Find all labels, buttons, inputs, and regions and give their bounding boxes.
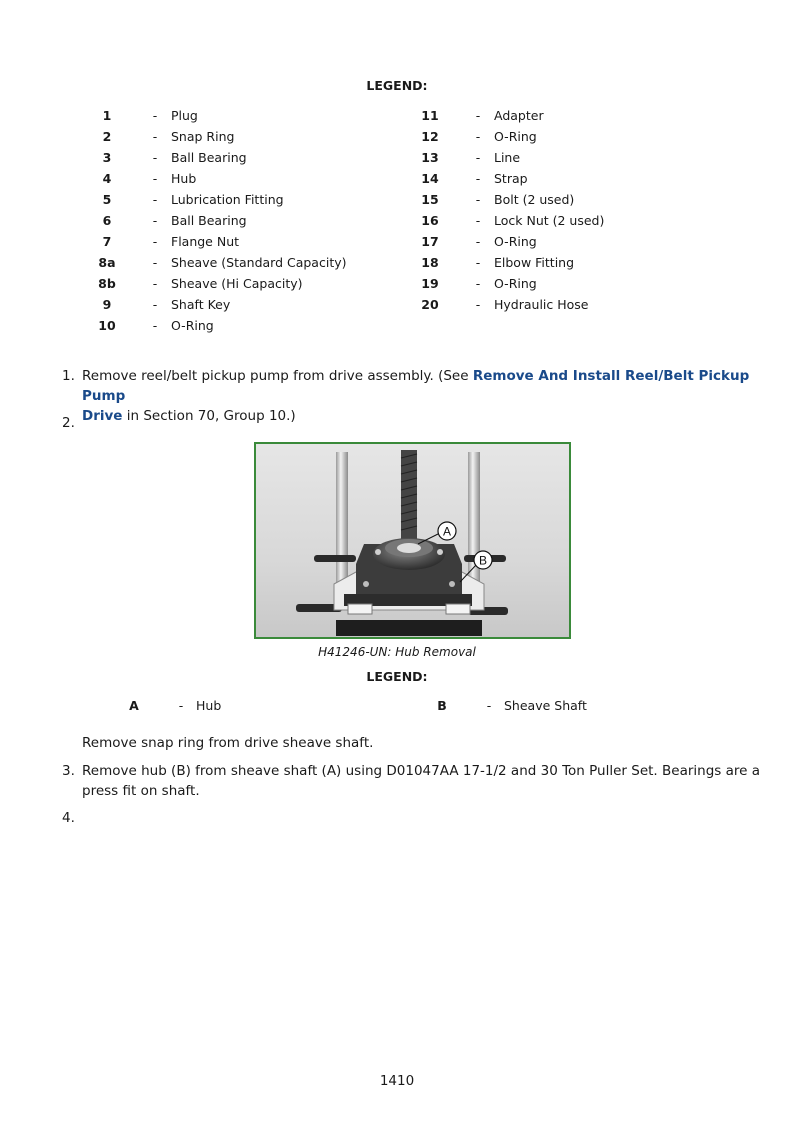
legend-item-dash: - (152, 192, 158, 207)
figure-caption: H41246-UN: Hub Removal (318, 645, 476, 659)
legend-item-label: O-Ring (494, 276, 537, 291)
legend-item-dash: - (152, 171, 158, 186)
legend-item-number: 3 (102, 150, 112, 165)
step-1-number: 1. (62, 368, 75, 384)
legend-item-label: O-Ring (494, 129, 537, 144)
legend-item-dash: - (475, 297, 481, 312)
legend-item-label: Plug (171, 108, 198, 123)
legend-item-label: Strap (494, 171, 528, 186)
step-3-text-a: Remove hub (B) from sheave shaft (A) using D01047AA 17-1/2 and 30 Ton Puller Set. Bearings are a (82, 763, 760, 779)
legend-item-label: O-Ring (494, 234, 537, 249)
legend-item-number: 10 (98, 318, 116, 333)
legend-item-dash: - (152, 213, 158, 228)
legend-item-number: 18 (421, 255, 439, 270)
legend-2-item-label: Sheave Shaft (504, 698, 587, 713)
legend-item-number: 13 (421, 150, 439, 165)
legend-item-label: Ball Bearing (171, 150, 247, 165)
step-3-text-b: press fit on shaft. (82, 783, 200, 799)
legend-item-label: Shaft Key (171, 297, 231, 312)
step-3-number: 3. (62, 763, 75, 779)
legend-item-label: Hub (171, 171, 197, 186)
legend-item-number: 19 (421, 276, 439, 291)
legend-item-label: Line (494, 150, 521, 165)
legend-item-dash: - (475, 276, 481, 291)
legend-item-dash: - (475, 108, 481, 123)
step-1-text (82, 366, 752, 426)
legend-item-number: 14 (421, 171, 439, 186)
legend-item-label: Flange Nut (171, 234, 240, 249)
legend-item-number: 7 (102, 234, 112, 249)
legend-2-title: LEGEND: (366, 669, 428, 684)
legend-item-dash: - (152, 255, 158, 270)
legend-item-dash: - (475, 150, 481, 165)
legend-item-number: 9 (102, 297, 112, 312)
step-1-text-b: in Section 70, Group 10.) (122, 408, 296, 424)
legend-item-dash: - (152, 150, 158, 165)
legend-item-number: 8a (98, 255, 116, 270)
legend-item-dash: - (475, 192, 481, 207)
legend-item-dash: - (152, 129, 158, 144)
legend-2-item-label: Hub (196, 698, 222, 713)
legend-2-item-dash: - (178, 698, 184, 713)
legend-item-dash: - (475, 213, 481, 228)
legend-item-dash: - (152, 297, 158, 312)
legend-item-number: 1 (102, 108, 112, 123)
legend-item-label: Lubrication Fitting (171, 192, 284, 207)
legend-item-number: 8b (98, 276, 116, 291)
legend-2-item-number: B (437, 698, 447, 713)
step-1-text-a: Remove reel/belt pickup pump from drive assembly. (See (82, 368, 473, 384)
legend-item-number: 6 (102, 213, 112, 228)
legend-item-label: Ball Bearing (171, 213, 247, 228)
remove-install-pump-link-cont[interactable]: Drive (82, 408, 123, 424)
legend-item-label: Snap Ring (171, 129, 235, 144)
legend-item-label: Adapter (494, 108, 544, 123)
hub-removal-photo (256, 444, 569, 637)
step-3-text (82, 761, 762, 801)
step-2-number: 2. (62, 415, 75, 431)
legend-item-dash: - (152, 234, 158, 249)
legend-item-dash: - (152, 318, 158, 333)
legend-item-dash: - (475, 171, 481, 186)
step-4-number: 4. (62, 810, 75, 826)
legend-item-number: 12 (421, 129, 439, 144)
legend-item-number: 5 (102, 192, 112, 207)
legend-item-label: Elbow Fitting (494, 255, 575, 270)
remove-install-pump-link[interactable]: Remove And Install Reel/Belt Pickup Pump (82, 368, 750, 404)
legend-item-dash: - (475, 255, 481, 270)
legend-item-label: Hydraulic Hose (494, 297, 589, 312)
legend-item-dash: - (475, 129, 481, 144)
legend-item-number: 17 (421, 234, 439, 249)
callout-a-label: A (442, 524, 452, 539)
legend-item-number: 11 (421, 108, 439, 123)
legend-item-number: 15 (421, 192, 439, 207)
legend-item-number: 2 (102, 129, 112, 144)
legend-item-number: 20 (421, 297, 439, 312)
callout-b-label: B (478, 553, 488, 568)
legend-title: LEGEND: (366, 78, 428, 93)
legend-item-dash: - (152, 276, 158, 291)
legend-item-number: 4 (102, 171, 112, 186)
legend-2-item-number: A (129, 698, 139, 713)
legend-item-label: Bolt (2 used) (494, 192, 575, 207)
legend-item-label: Sheave (Standard Capacity) (171, 255, 347, 270)
page-number: 1410 (379, 1073, 415, 1089)
legend-item-dash: - (152, 108, 158, 123)
legend-2-item-dash: - (486, 698, 492, 713)
legend-item-number: 16 (421, 213, 439, 228)
legend-item-dash: - (475, 234, 481, 249)
legend-item-label: O-Ring (171, 318, 214, 333)
step-2-text: Remove snap ring from drive sheave shaft. (82, 735, 374, 751)
legend-item-label: Sheave (Hi Capacity) (171, 276, 303, 291)
hub-removal-figure (254, 442, 571, 639)
legend-item-label: Lock Nut (2 used) (494, 213, 605, 228)
